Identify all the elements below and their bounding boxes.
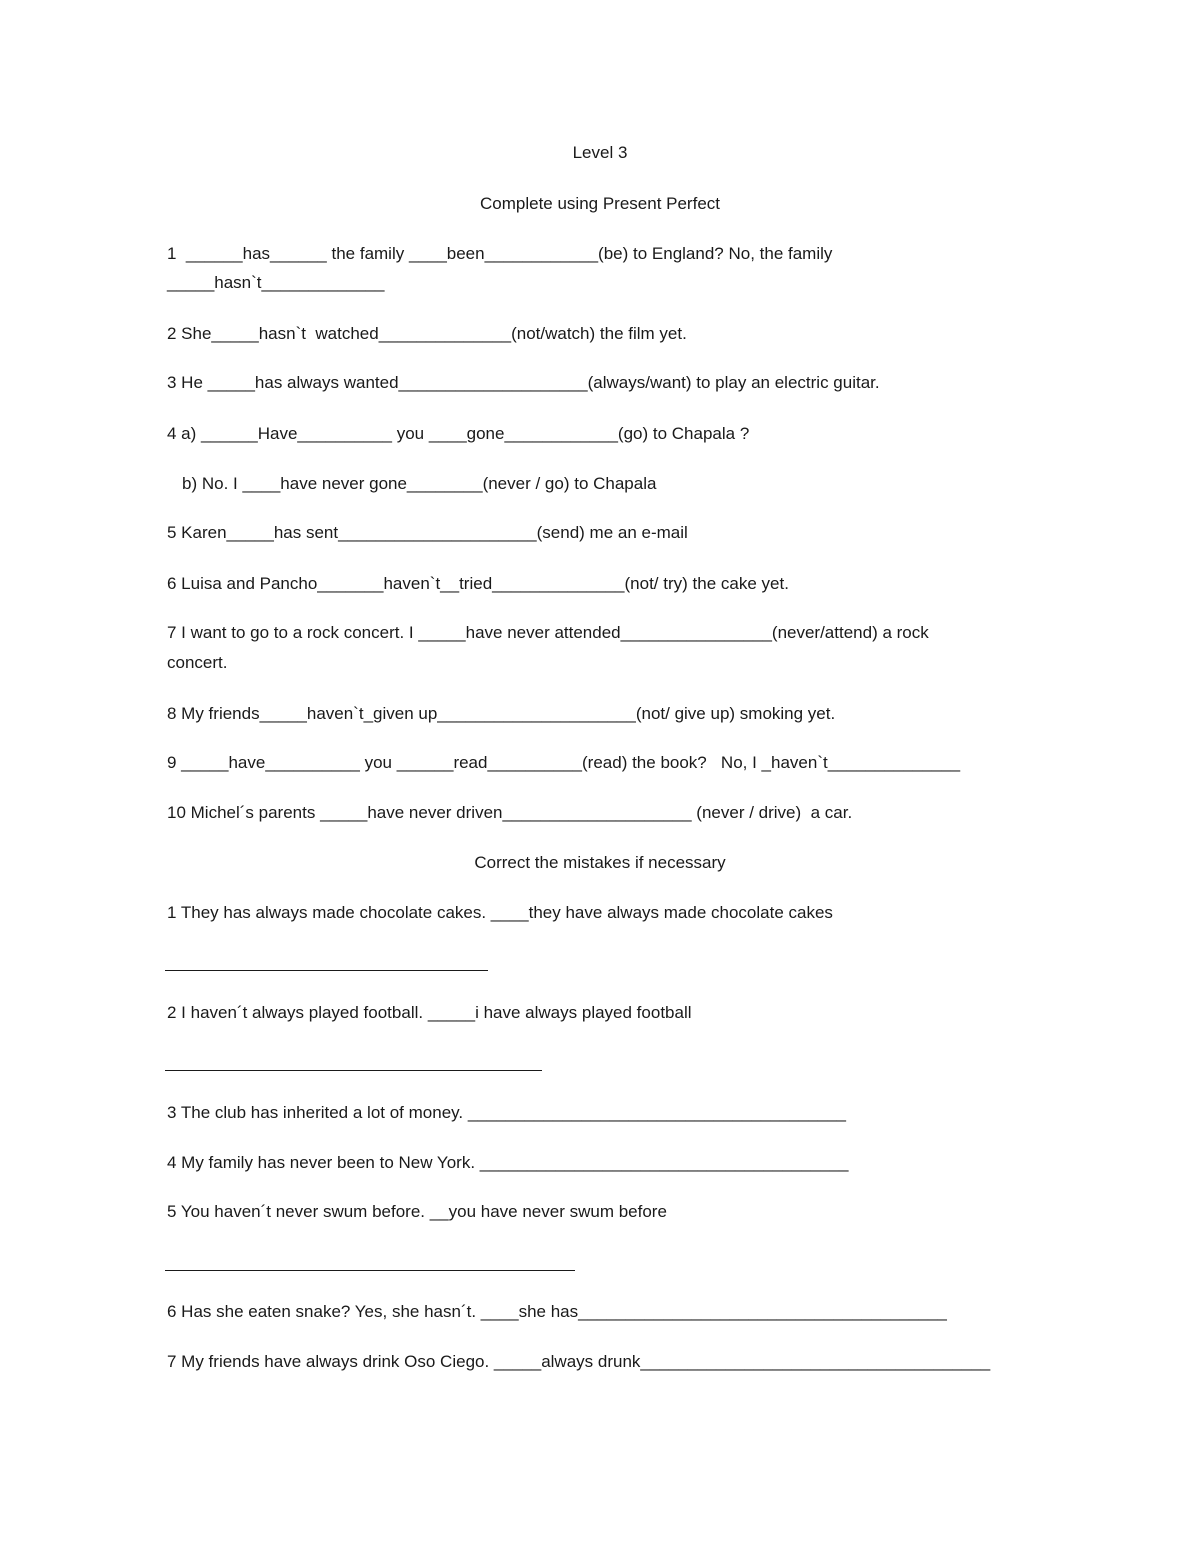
exercise-item-5: 5 Karen_____has sent_____________________(send) me an e-mail [167, 523, 688, 542]
page-title: Level 3 [572, 143, 628, 162]
exercise-item-4a: 4 a) ______Have__________ you ____gone____________(go) to Chapala ? [167, 424, 750, 443]
exercise-item-1-continued: _____hasn`t_____________ [167, 273, 385, 292]
exercise-item-6: 6 Luisa and Pancho_______haven`t__tried______________(not/ try) the cake yet. [167, 574, 789, 593]
correction-item-5: 5 You haven´t never swum before. __you have never swum before [167, 1202, 667, 1221]
section-heading-correct: Correct the mistakes if necessary [474, 853, 726, 872]
answer-line-2 [165, 1070, 542, 1071]
answer-line-1 [165, 970, 488, 971]
exercise-item-1: 1 ______has______ the family ____been____________(be) to England? No, the family [167, 244, 833, 263]
exercise-item-7-continued: concert. [167, 653, 228, 672]
correction-item-1: 1 They has always made chocolate cakes. ____they have always made chocolate cakes [167, 903, 833, 922]
answer-line-5 [165, 1270, 575, 1271]
correction-item-4: 4 My family has never been to New York. _______________________________________ [167, 1153, 849, 1172]
section-heading-complete: Complete using Present Perfect [479, 194, 720, 213]
exercise-item-4b: b) No. I ____have never gone________(never / go) to Chapala [182, 474, 657, 493]
correction-item-7: 7 My friends have always drink Oso Ciego. _____always drunk_____________________________________ [167, 1352, 991, 1371]
exercise-item-10: 10 Michel´s parents _____have never driven____________________ (never / drive) a car. [167, 803, 853, 822]
correction-item-6: 6 Has she eaten snake? Yes, she hasn´t. ____she has_______________________________________ [167, 1302, 947, 1321]
exercise-item-7: 7 I want to go to a rock concert. I _____have never attended________________(never/attend) a rock [167, 623, 929, 642]
exercise-item-2: 2 She_____hasn`t watched______________(not/watch) the film yet. [167, 324, 687, 343]
exercise-item-9: 9 _____have__________ you ______read__________(read) the book? No, I _haven`t______________ [167, 753, 961, 772]
exercise-item-8: 8 My friends_____haven`t_given up_____________________(not/ give up) smoking yet. [167, 704, 836, 723]
exercise-item-3: 3 He _____has always wanted____________________(always/want) to play an electric guitar. [167, 373, 880, 392]
correction-item-2: 2 I haven´t always played football. _____i have always played football [167, 1003, 692, 1022]
correction-item-3: 3 The club has inherited a lot of money. ________________________________________ [167, 1103, 847, 1122]
